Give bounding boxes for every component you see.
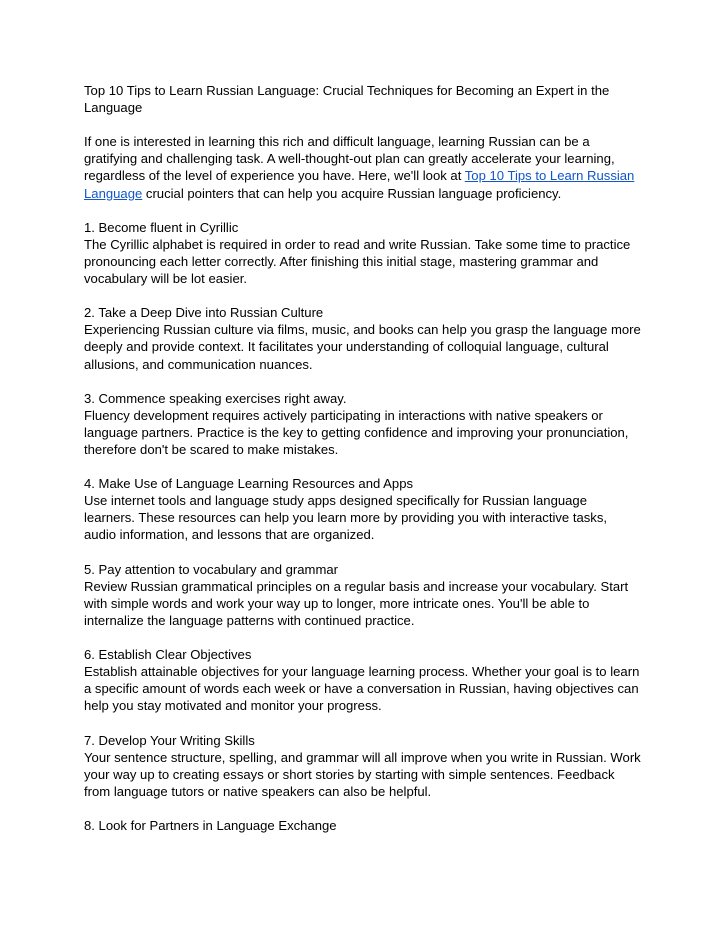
tip-section — [84, 475, 644, 543]
tip-text-line: audio information, and lessons that are organized. — [84, 527, 375, 543]
intro-paragraph — [84, 133, 644, 201]
tip-text-line: allusions, and communication nuances. — [84, 356, 313, 372]
tip-text-line: Your sentence structure, spelling, and grammar will all improve when you write in Russian. Work — [84, 749, 641, 765]
intro-line — [84, 185, 644, 202]
tip-heading: 3. Commence speaking exercises right away. — [84, 390, 347, 406]
intro-text: crucial pointers that can help you acquire Russian language proficiency. — [142, 185, 562, 201]
tip-text-line: Fluency development requires actively participating in interactions with native speakers or — [84, 407, 603, 423]
tip-text-line: Experiencing Russian culture via films, music, and books can help you grasp the language more — [84, 322, 641, 338]
page-title — [84, 82, 644, 116]
intro-line — [84, 167, 644, 184]
tip-heading: 1. Become fluent in Cyrillic — [84, 219, 239, 235]
tip-section — [84, 390, 644, 458]
tip-text-line: Review Russian grammatical principles on a regular basis and increase your vocabulary. Start — [84, 578, 629, 594]
tip-heading: 7. Develop Your Writing Skills — [84, 732, 255, 748]
intro-text: regardless of the level of experience you have. Here, we'll look at — [84, 168, 465, 184]
tip-text-line: internalize the language patterns with continued practice. — [84, 612, 415, 628]
tip-text-line: therefore don't be scared to make mistakes. — [84, 441, 339, 457]
tip-text-line: pronouncing each letter correctly. After finishing this initial stage, mastering grammar and — [84, 253, 599, 269]
tip-section — [84, 732, 644, 800]
intro-line: gratifying and challenging task. A well-thought-out plan can greatly accelerate your learning, — [84, 151, 615, 167]
tip-text-line: from language tutors or native speakers can also be helpful. — [84, 783, 432, 799]
tip-heading: 5. Pay attention to vocabulary and grammar — [84, 561, 339, 577]
title-line: Language — [84, 100, 143, 116]
tip-section — [84, 561, 644, 629]
top-tips-link-continued[interactable]: Language — [84, 185, 143, 201]
tip-text-line: The Cyrillic alphabet is required in order to read and write Russian. Take some time to practice — [84, 236, 631, 252]
tip-text-line: Use internet tools and language study apps designed specifically for Russian language — [84, 493, 587, 509]
tip-section — [84, 817, 644, 834]
tip-heading: 4. Make Use of Language Learning Resources and Apps — [84, 476, 414, 492]
tip-heading: 2. Take a Deep Dive into Russian Culture — [84, 305, 324, 321]
tip-text-line: deeply and provide context. It facilitates your understanding of colloquial language, cultural — [84, 339, 609, 355]
tip-section — [84, 646, 644, 714]
document-page — [84, 82, 644, 834]
tip-text-line: with simple words and work your way up to longer, more intricate ones. You'll be able to — [84, 595, 590, 611]
tip-heading: 8. Look for Partners in Language Exchange — [84, 818, 337, 834]
tip-text-line: your way up to creating essays or short stories by starting with simple sentences. Feedback — [84, 766, 615, 782]
intro-line: If one is interested in learning this rich and difficult language, learning Russian can be a — [84, 134, 590, 150]
tip-text-line: language partners. Practice is the key to getting confidence and improving your pronunciation, — [84, 424, 629, 440]
tip-text-line: help you stay motivated and monitor your progress. — [84, 698, 382, 714]
tip-section — [84, 304, 644, 372]
tip-section — [84, 219, 644, 287]
tip-text-line: Establish attainable objectives for your language learning process. Whether your goal is to learn — [84, 664, 640, 680]
top-tips-link[interactable]: Top 10 Tips to Learn Russian — [464, 168, 635, 184]
title-line: Top 10 Tips to Learn Russian Language: Crucial Techniques for Becoming an Expert in the — [84, 83, 610, 98]
tip-text-line: vocabulary will be lot easier. — [84, 271, 248, 287]
tip-heading: 6. Establish Clear Objectives — [84, 647, 252, 663]
tip-text-line: a specific amount of words each week or have a conversation in Russian, having objectives can — [84, 681, 639, 697]
tip-text-line: learners. These resources can help you learn more by providing you with interactive tasks, — [84, 510, 608, 526]
